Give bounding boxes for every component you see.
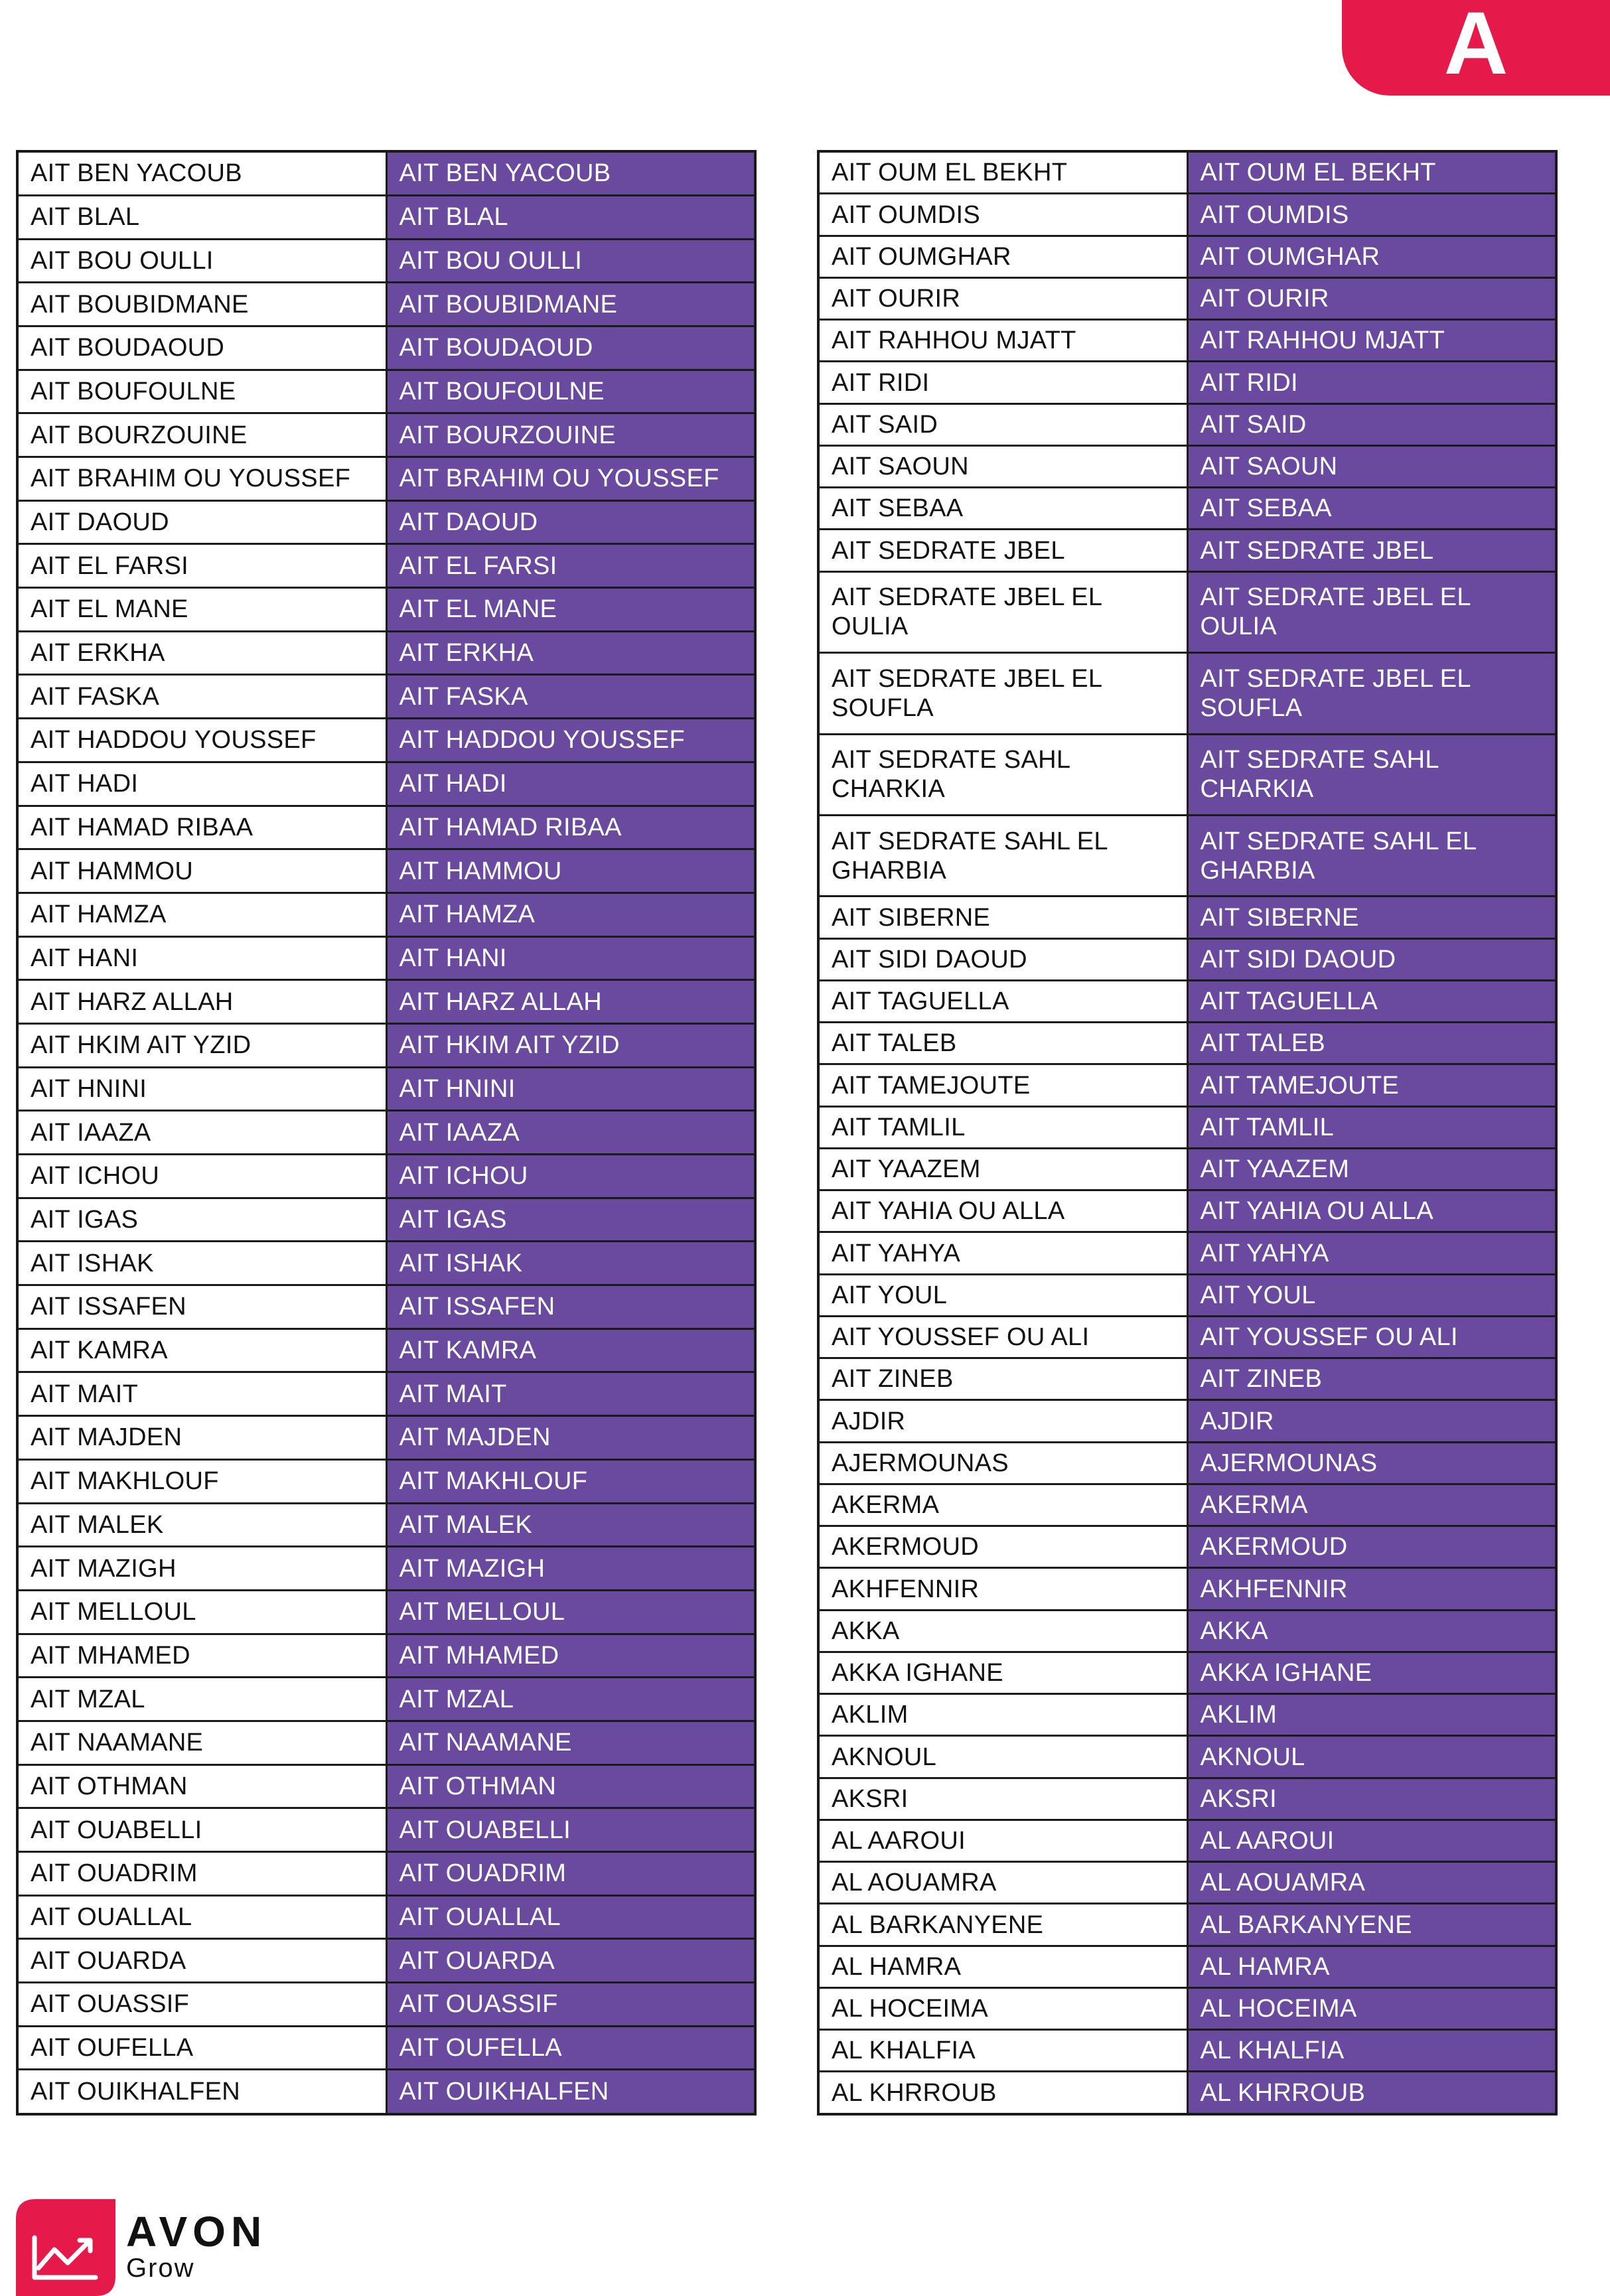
commune-translation-cell: AIT YAHIA OU ALLA <box>1187 1190 1556 1232</box>
commune-name-cell: AIT MAJDEN <box>17 1416 386 1460</box>
commune-name-cell: AIT HADI <box>17 762 386 806</box>
commune-name-cell: AIT SEDRATE JBEL EL SOUFLA <box>818 653 1187 734</box>
table-row <box>818 2072 1556 2114</box>
table-row <box>17 1155 755 1198</box>
commune-translation-cell: AIT SIDI DAOUD <box>1187 938 1556 980</box>
table-row <box>818 1862 1556 1904</box>
commune-translation-cell: AL BARKANYENE <box>1187 1904 1556 1946</box>
commune-translation-cell: AIT EL FARSI <box>386 544 755 588</box>
table-row <box>818 938 1556 980</box>
commune-name-cell: AKHFENNIR <box>818 1568 1187 1610</box>
commune-name-cell: AIT BOUBIDMANE <box>17 283 386 326</box>
commune-name-cell: AIT OUFELLA <box>17 2026 386 2070</box>
table-row <box>17 283 755 326</box>
commune-translation-cell: AIT HARZ ALLAH <box>386 980 755 1024</box>
commune-translation-cell: AIT HANI <box>386 936 755 980</box>
table-row <box>17 195 755 239</box>
table-row <box>818 1820 1556 1861</box>
commune-translation-cell: AIT KAMRA <box>386 1328 755 1372</box>
growth-chart-icon <box>16 2199 115 2296</box>
commune-name-cell: AIT OUMDIS <box>818 194 1187 236</box>
commune-translation-cell: AIT TALEB <box>1187 1023 1556 1064</box>
commune-name-cell: AIT YAAZEM <box>818 1148 1187 1190</box>
commune-translation-cell: AKKA <box>1187 1610 1556 1652</box>
commune-name-cell: AIT ISSAFEN <box>17 1285 386 1329</box>
commune-translation-cell: AIT TAMEJOUTE <box>1187 1064 1556 1106</box>
commune-name-cell: AIT BOUFOULNE <box>17 370 386 413</box>
commune-name-cell: AIT SEDRATE JBEL EL OULIA <box>818 571 1187 652</box>
commune-translation-cell: AIT IGAS <box>386 1198 755 1242</box>
commune-translation-cell: AIT ISSAFEN <box>386 1285 755 1329</box>
commune-translation-cell: AIT OUIKHALFEN <box>386 2070 755 2114</box>
commune-translation-cell: AIT HAMAD RIBAA <box>386 806 755 849</box>
table-row <box>818 1442 1556 1484</box>
commune-name-cell: AIT BEN YACOUB <box>17 151 386 195</box>
table-row <box>818 445 1556 487</box>
table-row <box>818 1610 1556 1652</box>
right-names-table <box>817 150 1558 2116</box>
commune-name-cell: AL AOUAMRA <box>818 1862 1187 1904</box>
commune-name-cell: AIT RIDI <box>818 362 1187 403</box>
table-row <box>17 719 755 762</box>
commune-name-cell: AIT HADDOU YOUSSEF <box>17 719 386 762</box>
commune-name-cell: AIT TALEB <box>818 1023 1187 1064</box>
table-row <box>818 1106 1556 1148</box>
commune-name-cell: AIT MZAL <box>17 1678 386 1721</box>
commune-translation-cell: AIT YAAZEM <box>1187 1148 1556 1190</box>
commune-name-cell: AIT BOURZOUINE <box>17 413 386 457</box>
table-row <box>818 1736 1556 1778</box>
table-row <box>17 1503 755 1547</box>
commune-translation-cell: AIT NAAMANE <box>386 1721 755 1764</box>
commune-name-cell: AIT SEDRATE JBEL <box>818 530 1187 571</box>
table-row <box>818 530 1556 571</box>
commune-translation-cell: AIT OUARDA <box>386 1939 755 1983</box>
commune-name-cell: AIT YOUL <box>818 1274 1187 1316</box>
commune-name-cell: AIT HARZ ALLAH <box>17 980 386 1024</box>
commune-name-cell: AIT YOUSSEF OU ALI <box>818 1316 1187 1358</box>
commune-name-cell: AIT IGAS <box>17 1198 386 1242</box>
table-row <box>17 413 755 457</box>
commune-name-cell: AIT HANI <box>17 936 386 980</box>
table-row <box>17 500 755 544</box>
table-row <box>818 734 1556 815</box>
commune-name-cell: AIT HAMAD RIBAA <box>17 806 386 849</box>
table-row <box>818 1190 1556 1232</box>
commune-name-cell: AIT OUABELLI <box>17 1808 386 1852</box>
commune-translation-cell: AIT OUFELLA <box>386 2026 755 2070</box>
table-row <box>17 588 755 632</box>
table-row <box>17 849 755 893</box>
commune-name-cell: AIT OUM EL BEKHT <box>818 151 1187 194</box>
table-row <box>17 370 755 413</box>
table-row <box>17 1459 755 1503</box>
commune-translation-cell: AIT OUM EL BEKHT <box>1187 151 1556 194</box>
commune-name-cell: AIT SIBERNE <box>818 897 1187 938</box>
table-row <box>818 980 1556 1022</box>
commune-translation-cell: AIT OUALLAL <box>386 1895 755 1939</box>
table-row <box>17 936 755 980</box>
commune-name-cell: AIT SEDRATE SAHL CHARKIA <box>818 734 1187 815</box>
commune-name-cell: AIT SAOUN <box>818 445 1187 487</box>
commune-translation-cell: AIT MHAMED <box>386 1634 755 1678</box>
table-row <box>17 1808 755 1852</box>
commune-translation-cell: AJERMOUNAS <box>1187 1442 1556 1484</box>
commune-translation-cell: AIT MAZIGH <box>386 1547 755 1591</box>
table-row <box>818 1358 1556 1400</box>
commune-name-cell: AKKA IGHANE <box>818 1652 1187 1693</box>
commune-name-cell: AKNOUL <box>818 1736 1187 1778</box>
commune-name-cell: AIT OUIKHALFEN <box>17 2070 386 2114</box>
commune-translation-cell: AIT SEBAA <box>1187 488 1556 530</box>
commune-name-cell: AIT FASKA <box>17 675 386 719</box>
commune-translation-cell: AKERMOUD <box>1187 1526 1556 1568</box>
commune-translation-cell: AIT BOUDAOUD <box>386 326 755 370</box>
commune-translation-cell: AIT BEN YACOUB <box>386 151 755 195</box>
table-row <box>17 151 755 195</box>
table-row <box>818 320 1556 362</box>
commune-translation-cell: AIT RIDI <box>1187 362 1556 403</box>
table-row <box>818 897 1556 938</box>
commune-name-cell: AL KHALFIA <box>818 2030 1187 2072</box>
table-row <box>17 1895 755 1939</box>
commune-name-cell: AIT HNINI <box>17 1067 386 1111</box>
table-row <box>818 1148 1556 1190</box>
commune-name-cell: AIT MAIT <box>17 1372 386 1416</box>
table-row <box>818 1568 1556 1610</box>
table-row <box>818 1652 1556 1693</box>
commune-translation-cell: AJDIR <box>1187 1400 1556 1442</box>
commune-name-cell: AIT ISHAK <box>17 1242 386 1285</box>
commune-name-cell: AKERMOUD <box>818 1526 1187 1568</box>
table-row <box>818 653 1556 734</box>
commune-translation-cell: AIT MAJDEN <box>386 1416 755 1460</box>
table-row <box>818 571 1556 652</box>
commune-name-cell: AIT SAID <box>818 403 1187 445</box>
commune-name-cell: AIT TAMLIL <box>818 1106 1187 1148</box>
commune-translation-cell: AKNOUL <box>1187 1736 1556 1778</box>
table-row <box>818 1484 1556 1526</box>
table-row <box>818 236 1556 277</box>
commune-translation-cell: AIT SEDRATE SAHL CHARKIA <box>1187 734 1556 815</box>
table-row <box>17 239 755 283</box>
table-row <box>818 1316 1556 1358</box>
commune-name-cell: AIT HKIM AIT YZID <box>17 1023 386 1067</box>
table-row <box>17 1328 755 1372</box>
commune-name-cell: AKLIM <box>818 1694 1187 1736</box>
table-row <box>17 2070 755 2114</box>
table-row <box>17 1111 755 1155</box>
commune-translation-cell: AIT TAMLIL <box>1187 1106 1556 1148</box>
commune-translation-cell: AKHFENNIR <box>1187 1568 1556 1610</box>
table-row <box>17 1242 755 1285</box>
table-row <box>17 457 755 501</box>
commune-name-cell: AIT OTHMAN <box>17 1764 386 1808</box>
table-row <box>818 816 1556 897</box>
commune-translation-cell: AIT SAOUN <box>1187 445 1556 487</box>
commune-name-cell: AIT ERKHA <box>17 631 386 675</box>
commune-translation-cell: AIT SEDRATE JBEL EL SOUFLA <box>1187 653 1556 734</box>
commune-translation-cell: AIT MZAL <box>386 1678 755 1721</box>
table-row <box>818 277 1556 319</box>
commune-translation-cell: AL KHRROUB <box>1187 2072 1556 2114</box>
commune-name-cell: AIT SIDI DAOUD <box>818 938 1187 980</box>
table-row <box>818 362 1556 403</box>
commune-translation-cell: AIT SEDRATE JBEL EL OULIA <box>1187 571 1556 652</box>
table-row <box>17 1764 755 1808</box>
commune-name-cell: AIT DAOUD <box>17 500 386 544</box>
table-row <box>17 1285 755 1329</box>
table-row <box>17 1416 755 1460</box>
commune-translation-cell: AIT EL MANE <box>386 588 755 632</box>
table-row <box>17 1983 755 2027</box>
commune-translation-cell: AIT OUMDIS <box>1187 194 1556 236</box>
commune-name-cell: AIT OUADRIM <box>17 1852 386 1896</box>
table-row <box>818 1526 1556 1568</box>
commune-translation-cell: AIT SAID <box>1187 403 1556 445</box>
table-row <box>17 1634 755 1678</box>
commune-name-cell: AIT BOU OULLI <box>17 239 386 283</box>
commune-translation-cell: AIT SIBERNE <box>1187 897 1556 938</box>
table-row <box>818 1274 1556 1316</box>
brand-wordmark <box>126 2210 267 2283</box>
commune-name-cell: AIT SEDRATE SAHL EL GHARBIA <box>818 816 1187 897</box>
table-row <box>17 980 755 1024</box>
commune-translation-cell: AIT MELLOUL <box>386 1590 755 1634</box>
table-row <box>818 2030 1556 2072</box>
table-row <box>818 1778 1556 1820</box>
table-row <box>17 1067 755 1111</box>
table-row <box>17 675 755 719</box>
commune-name-cell: AIT BRAHIM OU YOUSSEF <box>17 457 386 501</box>
table-row <box>818 1946 1556 1987</box>
table-row <box>818 151 1556 194</box>
commune-translation-cell: AIT MAIT <box>386 1372 755 1416</box>
table-row <box>17 1939 755 1983</box>
commune-translation-cell: AIT DAOUD <box>386 500 755 544</box>
commune-name-cell: AIT BLAL <box>17 195 386 239</box>
commune-name-cell: AJERMOUNAS <box>818 1442 1187 1484</box>
commune-translation-cell: AL AOUAMRA <box>1187 1862 1556 1904</box>
commune-translation-cell: AIT ZINEB <box>1187 1358 1556 1400</box>
table-row <box>17 1198 755 1242</box>
table-row <box>17 1721 755 1764</box>
table-row <box>818 1232 1556 1274</box>
table-row <box>818 1023 1556 1064</box>
commune-translation-cell: AIT OUADRIM <box>386 1852 755 1896</box>
commune-name-cell: AIT MELLOUL <box>17 1590 386 1634</box>
commune-name-cell: AL HOCEIMA <box>818 1987 1187 2029</box>
commune-translation-cell: AIT BOUFOULNE <box>386 370 755 413</box>
commune-translation-cell: AL KHALFIA <box>1187 2030 1556 2072</box>
commune-translation-cell: AIT HAMZA <box>386 893 755 936</box>
table-row <box>17 806 755 849</box>
commune-translation-cell: AIT BOUBIDMANE <box>386 283 755 326</box>
commune-translation-cell: AIT SEDRATE JBEL <box>1187 530 1556 571</box>
commune-translation-cell: AIT IAAZA <box>386 1111 755 1155</box>
commune-name-cell: AIT HAMMOU <box>17 849 386 893</box>
commune-name-cell: AKERMA <box>818 1484 1187 1526</box>
commune-name-cell: AIT OURIR <box>818 277 1187 319</box>
commune-translation-cell: AIT OUABELLI <box>386 1808 755 1852</box>
table-row <box>17 1678 755 1721</box>
commune-name-cell: AIT MALEK <box>17 1503 386 1547</box>
table-row <box>17 1590 755 1634</box>
commune-name-cell: AIT EL MANE <box>17 588 386 632</box>
commune-name-cell: AL BARKANYENE <box>818 1904 1187 1946</box>
commune-translation-cell: AIT MAKHLOUF <box>386 1459 755 1503</box>
commune-name-cell: AIT EL FARSI <box>17 544 386 588</box>
commune-name-cell: AIT TAGUELLA <box>818 980 1187 1022</box>
commune-translation-cell: AIT RAHHOU MJATT <box>1187 320 1556 362</box>
commune-name-cell: AIT HAMZA <box>17 893 386 936</box>
table-row <box>818 488 1556 530</box>
table-row <box>17 631 755 675</box>
table-row <box>818 1694 1556 1736</box>
commune-translation-cell: AKSRI <box>1187 1778 1556 1820</box>
commune-translation-cell: AIT ICHOU <box>386 1155 755 1198</box>
commune-name-cell: AIT OUALLAL <box>17 1895 386 1939</box>
left-names-table <box>16 150 757 2116</box>
table-row <box>818 1987 1556 2029</box>
commune-translation-cell: AIT BRAHIM OU YOUSSEF <box>386 457 755 501</box>
table-row <box>17 1852 755 1896</box>
commune-translation-cell: AIT OUASSIF <box>386 1983 755 2027</box>
commune-translation-cell: AKKA IGHANE <box>1187 1652 1556 1693</box>
commune-translation-cell: AIT MALEK <box>386 1503 755 1547</box>
table-row <box>17 762 755 806</box>
commune-name-cell: AIT YAHIA OU ALLA <box>818 1190 1187 1232</box>
commune-translation-cell: AIT HKIM AIT YZID <box>386 1023 755 1067</box>
commune-translation-cell: AIT ISHAK <box>386 1242 755 1285</box>
commune-translation-cell: AIT HADDOU YOUSSEF <box>386 719 755 762</box>
commune-name-cell: AKKA <box>818 1610 1187 1652</box>
commune-translation-cell: AIT HADI <box>386 762 755 806</box>
commune-translation-cell: AIT SEDRATE SAHL EL GHARBIA <box>1187 816 1556 897</box>
commune-translation-cell: AIT YOUL <box>1187 1274 1556 1316</box>
commune-translation-cell: AIT BOURZOUINE <box>386 413 755 457</box>
commune-name-cell: AIT IAAZA <box>17 1111 386 1155</box>
commune-translation-cell: AIT HAMMOU <box>386 849 755 893</box>
table-row <box>17 1372 755 1416</box>
commune-translation-cell: AL HOCEIMA <box>1187 1987 1556 2029</box>
commune-translation-cell: AIT OURIR <box>1187 277 1556 319</box>
left-table-body <box>17 151 755 2114</box>
brand-subtitle: Grow <box>126 2254 195 2283</box>
table-row <box>818 1904 1556 1946</box>
commune-translation-cell: AIT FASKA <box>386 675 755 719</box>
table-row <box>17 544 755 588</box>
commune-name-cell: AIT ZINEB <box>818 1358 1187 1400</box>
commune-translation-cell: AKLIM <box>1187 1694 1556 1736</box>
section-letter: A <box>1443 0 1508 93</box>
table-row <box>818 194 1556 236</box>
commune-name-cell: AKSRI <box>818 1778 1187 1820</box>
table-row <box>17 1023 755 1067</box>
commune-translation-cell: AIT BOU OULLI <box>386 239 755 283</box>
commune-name-cell: AIT ICHOU <box>17 1155 386 1198</box>
commune-translation-cell: AIT ERKHA <box>386 631 755 675</box>
commune-name-cell: AIT RAHHOU MJATT <box>818 320 1187 362</box>
commune-name-cell: AIT KAMRA <box>17 1328 386 1372</box>
commune-name-cell: AIT NAAMANE <box>17 1721 386 1764</box>
table-row <box>17 1547 755 1591</box>
table-row <box>17 2026 755 2070</box>
commune-translation-cell: AIT BLAL <box>386 195 755 239</box>
commune-name-cell: AIT OUASSIF <box>17 1983 386 2027</box>
commune-translation-cell: AIT OUMGHAR <box>1187 236 1556 277</box>
commune-name-cell: AL AAROUI <box>818 1820 1187 1861</box>
table-row <box>17 326 755 370</box>
commune-name-cell: AL HAMRA <box>818 1946 1187 1987</box>
commune-translation-cell: AIT HNINI <box>386 1067 755 1111</box>
commune-translation-cell: AIT OTHMAN <box>386 1764 755 1808</box>
right-table-body <box>818 151 1556 2114</box>
commune-name-cell: AIT OUARDA <box>17 1939 386 1983</box>
table-row <box>818 1400 1556 1442</box>
commune-translation-cell: AL AAROUI <box>1187 1820 1556 1861</box>
table-row <box>818 1064 1556 1106</box>
section-letter-tab <box>1342 0 1610 96</box>
commune-name-cell: AJDIR <box>818 1400 1187 1442</box>
commune-translation-cell: AKERMA <box>1187 1484 1556 1526</box>
commune-translation-cell: AIT YOUSSEF OU ALI <box>1187 1316 1556 1358</box>
commune-translation-cell: AIT TAGUELLA <box>1187 980 1556 1022</box>
commune-name-cell: AIT MAZIGH <box>17 1547 386 1591</box>
commune-translation-cell: AIT YAHYA <box>1187 1232 1556 1274</box>
commune-name-cell: AIT YAHYA <box>818 1232 1187 1274</box>
commune-name-cell: AIT MHAMED <box>17 1634 386 1678</box>
commune-name-cell: AIT MAKHLOUF <box>17 1459 386 1503</box>
commune-name-cell: AIT SEBAA <box>818 488 1187 530</box>
commune-name-cell: AIT TAMEJOUTE <box>818 1064 1187 1106</box>
table-row <box>818 403 1556 445</box>
table-row <box>17 893 755 936</box>
commune-translation-cell: AL HAMRA <box>1187 1946 1556 1987</box>
commune-name-cell: AL KHRROUB <box>818 2072 1187 2114</box>
commune-name-cell: AIT OUMGHAR <box>818 236 1187 277</box>
brand-name: AVON <box>126 2208 267 2256</box>
commune-name-cell: AIT BOUDAOUD <box>17 326 386 370</box>
